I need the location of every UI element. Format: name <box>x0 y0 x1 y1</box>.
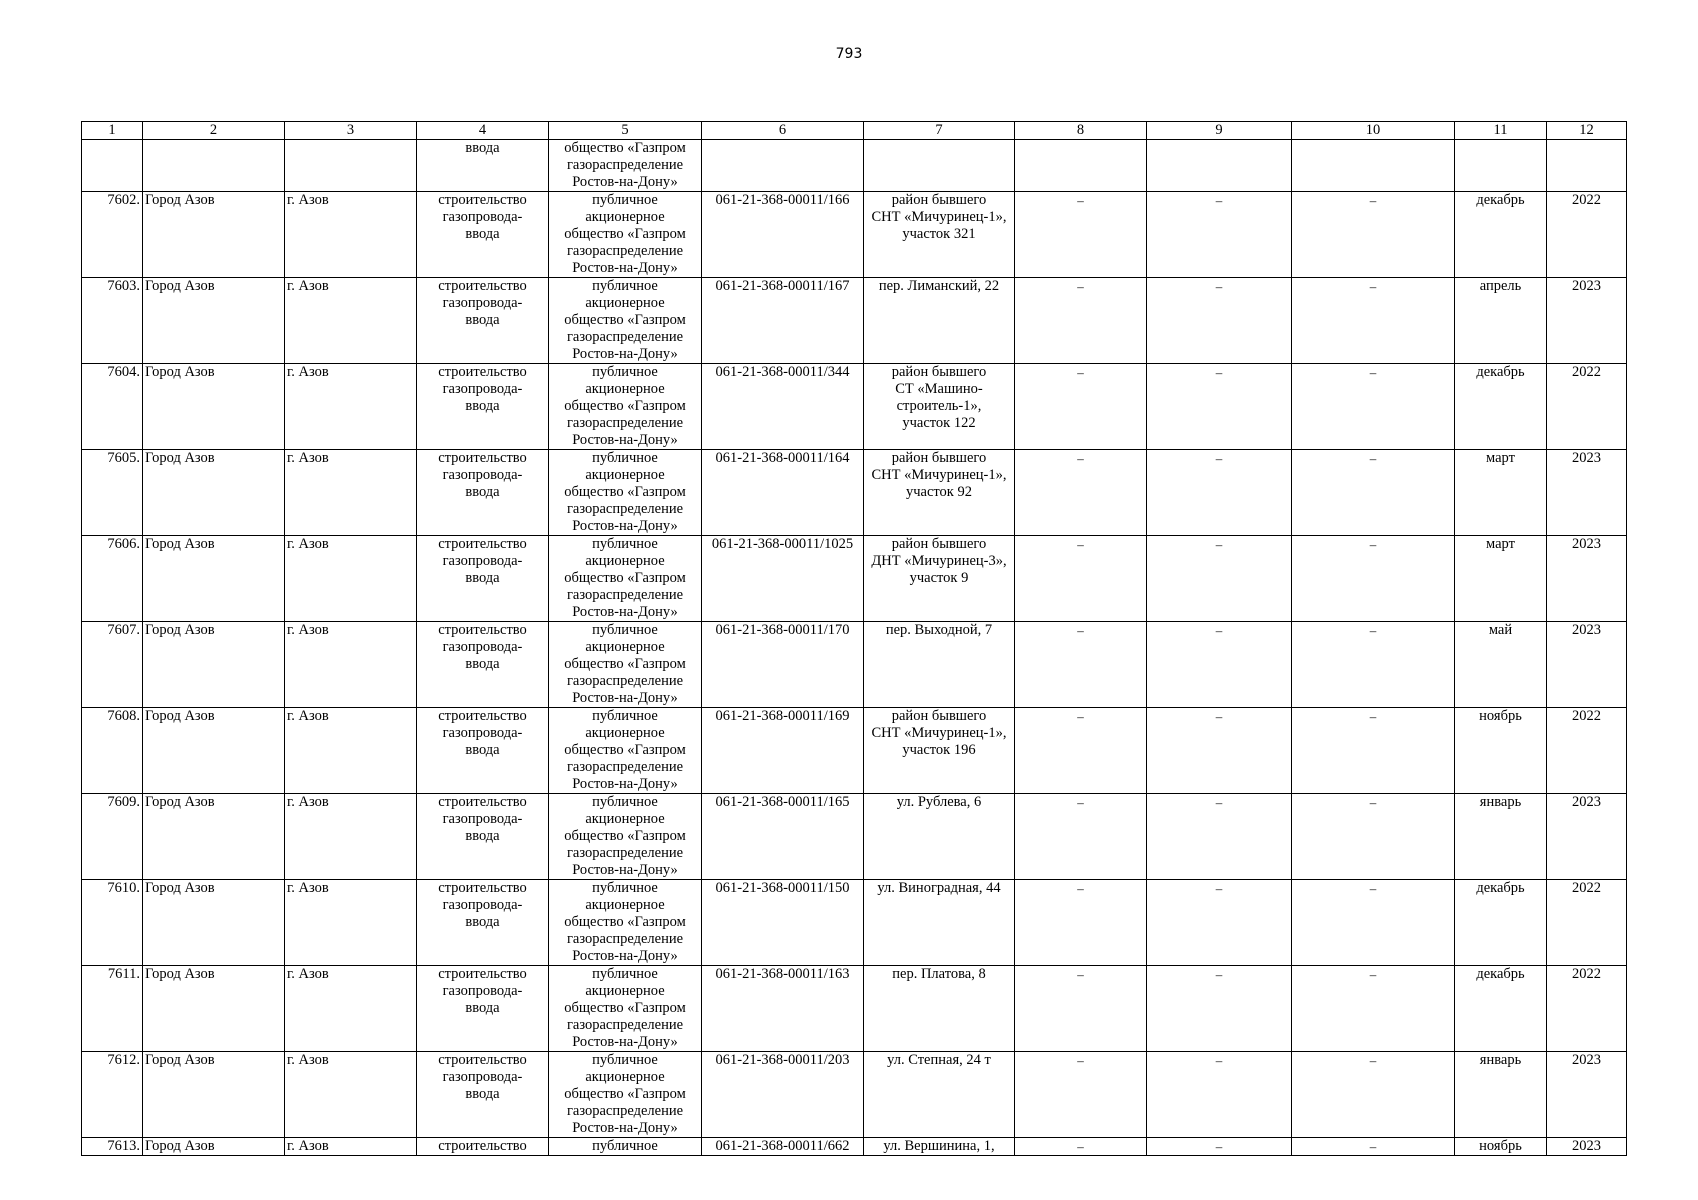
cell-num: 7608. <box>82 708 143 794</box>
cell-district: Город Азов <box>143 794 285 880</box>
cell-org: общество «Газпром газораспределение Ростов-на-Дону» <box>549 140 702 192</box>
cell-num: 7604. <box>82 364 143 450</box>
cell-org: публичное акционерное общество «Газпром газораспределение Ростов-на-Дону» <box>549 278 702 364</box>
table-row <box>82 536 1627 622</box>
cell-district: Город Азов <box>143 622 285 708</box>
cell-locality: г. Азов <box>285 450 417 536</box>
cell-num: 7609. <box>82 794 143 880</box>
cell-district: Город Азов <box>143 1052 285 1138</box>
cell-code: 061-21-368-00011/164 <box>702 450 864 536</box>
cell-dash: – <box>1015 1052 1147 1138</box>
cell-9 <box>1147 140 1292 192</box>
cell-month: март <box>1455 450 1547 536</box>
cell-year: 2023 <box>1547 622 1627 708</box>
cell-code: 061-21-368-00011/169 <box>702 708 864 794</box>
cell-dash: – <box>1015 536 1147 622</box>
cell-dash: – <box>1015 794 1147 880</box>
cell-year: 2022 <box>1547 364 1627 450</box>
cell-district: Город Азов <box>143 192 285 278</box>
cell-dash: – <box>1292 450 1455 536</box>
column-header: 4 <box>417 122 549 140</box>
table-row <box>82 622 1627 708</box>
cell-locality: г. Азов <box>285 278 417 364</box>
cell-address: ул. Рублева, 6 <box>864 794 1015 880</box>
cell-dash: – <box>1015 278 1147 364</box>
cell-num: 7607. <box>82 622 143 708</box>
cell-locality: г. Азов <box>285 1138 417 1156</box>
cell-month: декабрь <box>1455 364 1547 450</box>
cell-code: 061-21-368-00011/163 <box>702 966 864 1052</box>
cell-month: декабрь <box>1455 192 1547 278</box>
cell-num: 7613. <box>82 1138 143 1156</box>
cell-code: 061-21-368-00011/165 <box>702 794 864 880</box>
cell-code: 061-21-368-00011/150 <box>702 880 864 966</box>
column-header: 11 <box>1455 122 1547 140</box>
cell-month <box>1455 140 1547 192</box>
cell-dash: – <box>1015 708 1147 794</box>
column-header: 8 <box>1015 122 1147 140</box>
cell-district: Город Азов <box>143 880 285 966</box>
cell-address: пер. Платова, 8 <box>864 966 1015 1052</box>
cell-code <box>702 140 864 192</box>
page-number: 793 <box>835 46 863 62</box>
cell-address: район бывшего СНТ «Мичуринец-1», участок 321 <box>864 192 1015 278</box>
cell-dash: – <box>1147 622 1292 708</box>
column-header: 2 <box>143 122 285 140</box>
table-row <box>82 1138 1627 1156</box>
cell-work: строительство газопровода- ввода <box>417 966 549 1052</box>
continuation-row <box>82 140 1627 192</box>
cell-year: 2023 <box>1547 794 1627 880</box>
cell-code: 061-21-368-00011/344 <box>702 364 864 450</box>
cell-month: ноябрь <box>1455 1138 1547 1156</box>
cell-district: Город Азов <box>143 708 285 794</box>
cell-dash: – <box>1015 1138 1147 1156</box>
cell-org: публичное акционерное общество «Газпром газораспределение Ростов-на-Дону» <box>549 1052 702 1138</box>
cell-address: район бывшего СНТ «Мичуринец-1», участок 196 <box>864 708 1015 794</box>
table-row <box>82 450 1627 536</box>
cell-dash: – <box>1147 1138 1292 1156</box>
cell-district: Город Азов <box>143 536 285 622</box>
cell-dash: – <box>1015 880 1147 966</box>
cell-dash: – <box>1292 192 1455 278</box>
cell-month: январь <box>1455 1052 1547 1138</box>
column-header: 7 <box>864 122 1015 140</box>
cell-month: апрель <box>1455 278 1547 364</box>
column-header: 10 <box>1292 122 1455 140</box>
cell-num: 7605. <box>82 450 143 536</box>
cell-code: 061-21-368-00011/1025 <box>702 536 864 622</box>
column-header: 6 <box>702 122 864 140</box>
cell-work: строительство <box>417 1138 549 1156</box>
table-row <box>82 1052 1627 1138</box>
cell-8 <box>1015 140 1147 192</box>
cell-dash: – <box>1292 1052 1455 1138</box>
cell-code: 061-21-368-00011/170 <box>702 622 864 708</box>
cell-year: 2022 <box>1547 966 1627 1052</box>
cell-dash: – <box>1015 364 1147 450</box>
cell-org: публичное акционерное общество «Газпром газораспределение Ростов-на-Дону» <box>549 794 702 880</box>
cell-month: декабрь <box>1455 880 1547 966</box>
cell-locality: г. Азов <box>285 536 417 622</box>
cell-org: публичное акционерное общество «Газпром газораспределение Ростов-на-Дону» <box>549 966 702 1052</box>
cell-year: 2022 <box>1547 880 1627 966</box>
cell-district: Город Азов <box>143 966 285 1052</box>
cell-address: ул. Степная, 24 т <box>864 1052 1015 1138</box>
cell-address <box>864 140 1015 192</box>
cell-address: район бывшего СТ «Машино- строитель-1», участок 122 <box>864 364 1015 450</box>
cell-org: публичное <box>549 1138 702 1156</box>
cell-dash: – <box>1015 192 1147 278</box>
cell-year <box>1547 140 1627 192</box>
cell-dash: – <box>1147 708 1292 794</box>
cell-district: Город Азов <box>143 1138 285 1156</box>
cell-locality: г. Азов <box>285 794 417 880</box>
cell-work: строительство газопровода- ввода <box>417 622 549 708</box>
table-row <box>82 278 1627 364</box>
cell-org: публичное акционерное общество «Газпром газораспределение Ростов-на-Дону» <box>549 450 702 536</box>
cell-locality: г. Азов <box>285 1052 417 1138</box>
cell-num: 7611. <box>82 966 143 1052</box>
cell-dash: – <box>1147 364 1292 450</box>
table-row <box>82 794 1627 880</box>
header-row <box>82 122 1627 140</box>
cell-org: публичное акционерное общество «Газпром газораспределение Ростов-на-Дону» <box>549 622 702 708</box>
cell-dash: – <box>1147 880 1292 966</box>
cell-district: Город Азов <box>143 364 285 450</box>
table-row <box>82 192 1627 278</box>
cell-month: март <box>1455 536 1547 622</box>
table-row <box>82 966 1627 1052</box>
column-header: 5 <box>549 122 702 140</box>
cell-org: публичное акционерное общество «Газпром газораспределение Ростов-на-Дону» <box>549 536 702 622</box>
cell-address: район бывшего СНТ «Мичуринец-1», участок 92 <box>864 450 1015 536</box>
cell-address: пер. Выходной, 7 <box>864 622 1015 708</box>
cell-num: 7610. <box>82 880 143 966</box>
cell-address: район бывшего ДНТ «Мичуринец-3», участок 9 <box>864 536 1015 622</box>
cell-dash: – <box>1147 450 1292 536</box>
cell-locality: г. Азов <box>285 192 417 278</box>
cell-year: 2022 <box>1547 708 1627 794</box>
cell-dash: – <box>1147 536 1292 622</box>
cell-work: строительство газопровода- ввода <box>417 880 549 966</box>
cell-num: 7612. <box>82 1052 143 1138</box>
column-header: 12 <box>1547 122 1627 140</box>
cell-month: ноябрь <box>1455 708 1547 794</box>
cell-district <box>143 140 285 192</box>
cell-dash: – <box>1292 794 1455 880</box>
cell-dash: – <box>1147 966 1292 1052</box>
cell-work: ввода <box>417 140 549 192</box>
column-header: 3 <box>285 122 417 140</box>
cell-dash: – <box>1292 622 1455 708</box>
cell-num: 7603. <box>82 278 143 364</box>
cell-org: публичное акционерное общество «Газпром газораспределение Ростов-на-Дону» <box>549 880 702 966</box>
cell-locality: г. Азов <box>285 880 417 966</box>
cell-work: строительство газопровода- ввода <box>417 1052 549 1138</box>
cell-locality <box>285 140 417 192</box>
cell-num: 7606. <box>82 536 143 622</box>
cell-year: 2023 <box>1547 1052 1627 1138</box>
cell-dash: – <box>1147 278 1292 364</box>
cell-dash: – <box>1292 966 1455 1052</box>
cell-dash: – <box>1147 794 1292 880</box>
cell-num: 7602. <box>82 192 143 278</box>
cell-year: 2023 <box>1547 1138 1627 1156</box>
cell-org: публичное акционерное общество «Газпром газораспределение Ростов-на-Дону» <box>549 192 702 278</box>
cell-locality: г. Азов <box>285 364 417 450</box>
cell-dash: – <box>1292 1138 1455 1156</box>
cell-work: строительство газопровода- ввода <box>417 708 549 794</box>
cell-address: ул. Вершинина, 1, <box>864 1138 1015 1156</box>
cell-year: 2023 <box>1547 450 1627 536</box>
cell-dash: – <box>1292 880 1455 966</box>
cell-dash: – <box>1292 536 1455 622</box>
cell-code: 061-21-368-00011/167 <box>702 278 864 364</box>
cell-work: строительство газопровода- ввода <box>417 794 549 880</box>
cell-org: публичное акционерное общество «Газпром газораспределение Ростов-на-Дону» <box>549 364 702 450</box>
cell-org: публичное акционерное общество «Газпром газораспределение Ростов-на-Дону» <box>549 708 702 794</box>
cell-code: 061-21-368-00011/662 <box>702 1138 864 1156</box>
cell-work: строительство газопровода- ввода <box>417 536 549 622</box>
data-table <box>81 121 1627 1156</box>
cell-work: строительство газопровода- ввода <box>417 278 549 364</box>
cell-year: 2023 <box>1547 536 1627 622</box>
table-row <box>82 708 1627 794</box>
column-header: 9 <box>1147 122 1292 140</box>
cell-dash: – <box>1015 450 1147 536</box>
cell-dash: – <box>1015 966 1147 1052</box>
cell-dash: – <box>1015 622 1147 708</box>
cell-locality: г. Азов <box>285 966 417 1052</box>
cell-dash: – <box>1292 708 1455 794</box>
cell-code: 061-21-368-00011/166 <box>702 192 864 278</box>
cell-district: Город Азов <box>143 450 285 536</box>
cell-address: ул. Виноградная, 44 <box>864 880 1015 966</box>
table-row <box>82 364 1627 450</box>
cell-num <box>82 140 143 192</box>
cell-dash: – <box>1147 192 1292 278</box>
cell-dash: – <box>1147 1052 1292 1138</box>
cell-10 <box>1292 140 1455 192</box>
cell-address: пер. Лиманский, 22 <box>864 278 1015 364</box>
cell-work: строительство газопровода- ввода <box>417 450 549 536</box>
cell-work: строительство газопровода- ввода <box>417 364 549 450</box>
cell-year: 2023 <box>1547 278 1627 364</box>
table-row <box>82 880 1627 966</box>
cell-year: 2022 <box>1547 192 1627 278</box>
cell-month: январь <box>1455 794 1547 880</box>
cell-district: Город Азов <box>143 278 285 364</box>
cell-locality: г. Азов <box>285 622 417 708</box>
column-header: 1 <box>82 122 143 140</box>
cell-month: май <box>1455 622 1547 708</box>
cell-locality: г. Азов <box>285 708 417 794</box>
cell-dash: – <box>1292 364 1455 450</box>
cell-work: строительство газопровода- ввода <box>417 192 549 278</box>
cell-month: декабрь <box>1455 966 1547 1052</box>
cell-code: 061-21-368-00011/203 <box>702 1052 864 1138</box>
cell-dash: – <box>1292 278 1455 364</box>
